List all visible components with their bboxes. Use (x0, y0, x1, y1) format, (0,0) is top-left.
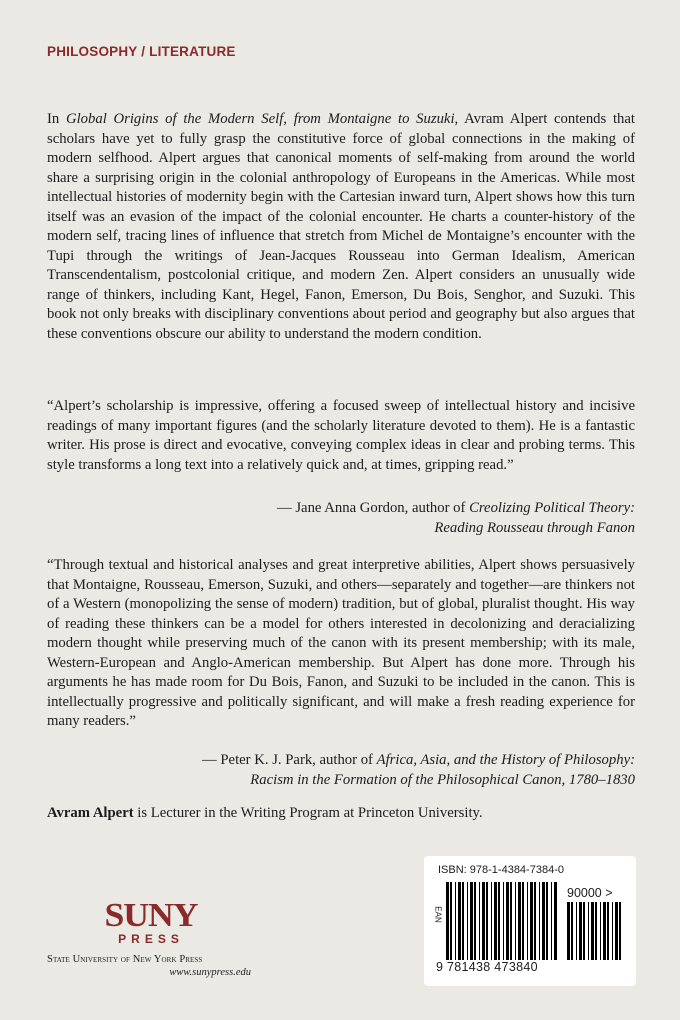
barcode-bar (518, 882, 521, 960)
barcode-bar (554, 882, 557, 960)
barcode-bar (458, 882, 461, 960)
barcode-bar (603, 902, 606, 960)
barcode-bar (491, 882, 492, 960)
barcode-bar (455, 882, 456, 960)
barcode-bar (506, 882, 509, 960)
author-bio (47, 805, 483, 822)
barcode-bar (612, 902, 613, 960)
suny-logo-text: SUNY (104, 897, 198, 934)
barcode-bar (474, 882, 476, 960)
barcode-bar (588, 902, 589, 960)
attribution-1-work-line2: Reading Rousseau through Fanon (434, 519, 635, 536)
description-body: , Avram Alpert contends that scholars have yet to fully grasp the constitutive force of global connections in the making of modern selfhood. Alpert argues that canonical moments of self-making from around the world share a surprising origin in the colonial anthropology of Europeans in the Americas. While most intellectual histories of modernity begin with the Cartesian inward turn, Alpert shows how this turn itself was an evasion of the impact of the colonial encounter. He charts a counter-history of the modern self, tracing lines of influence that stretch from Michel de Montaigne’s encounter with the Tupi through the writings of Jean-Jacques Rousseau into German Idealism, American Transcendentalism, postcolonial critique, and modern Zen. Alpert considers an unusually wide range of thinkers, including Kant, Hegel, Fanon, Emerson, Du Bois, Senghor, and Suzuki. This book not only breaks with disciplinary conventions about period and geography but also argues that these conventions obscure our ability to understand the modern condition. (47, 111, 635, 342)
press-logo-text: PRESS (118, 932, 184, 946)
publisher-url: www.sunypress.edu (169, 967, 251, 978)
publisher-name: State University of New York Press (47, 954, 203, 965)
attribution-2-work-line2: Racism in the Formation of the Philosophical Canon, 1780–1830 (250, 771, 635, 788)
attribution-1-work-line1: Creolizing Political Theory: (469, 500, 635, 516)
barcode-bar (498, 882, 500, 960)
book-title: Global Origins of the Modern Self, from Montaigne to Suzuki (65, 111, 455, 127)
barcode-bar (571, 902, 573, 960)
attribution-1-prefix: — Jane Anna Gordon, author of (276, 500, 470, 516)
category-label: PHILOSOPHY / LITERATURE (47, 44, 236, 59)
ean-label: EAN (433, 906, 443, 923)
barcode-bar (522, 882, 524, 960)
barcode-bar (462, 882, 464, 960)
barcode-bar (510, 882, 512, 960)
author-name: Avram Alpert (47, 805, 134, 821)
addon-digits: 90000 (567, 886, 602, 900)
description-intro: In (47, 111, 66, 127)
barcode-bar (470, 882, 473, 960)
endorsement-attribution-1 (115, 499, 635, 538)
addon-mark: > (605, 886, 613, 900)
barcode-bar (583, 902, 585, 960)
barcode-bar (595, 902, 597, 960)
publisher-logo (47, 897, 257, 978)
book-description (47, 110, 635, 344)
barcode-bar (482, 882, 485, 960)
barcode-bar (486, 882, 488, 960)
barcode-bar (527, 882, 528, 960)
barcode-bar (576, 902, 577, 960)
attribution-2-prefix: — Peter K. J. Park, author of (202, 752, 377, 768)
barcode-bar (450, 882, 452, 960)
barcode-bar (494, 882, 497, 960)
barcode-bar (479, 882, 480, 960)
endorsement-attribution-2 (75, 751, 635, 790)
barcode-bar (534, 882, 536, 960)
barcode-bar (551, 882, 552, 960)
barcode-bar (591, 902, 594, 960)
endorsement-quote-1: “Alpert’s scholarship is impressive, offering a focused sweep of intellectual history and incisive readings of many important figures (and the scholarly literature devoted to them). He is a fantastic writer. His prose is direct and evocative, conveying complex ideas in clear and probing terms. This style transforms a long text into a relatively quick and, at times, gripping read.” (47, 398, 635, 473)
addon-code (567, 886, 613, 900)
barcode-bar (579, 902, 582, 960)
ean-digits: 9 781438 473840 (436, 960, 538, 974)
barcode-panel (424, 856, 636, 986)
barcode-bar (515, 882, 516, 960)
barcode-bar (567, 902, 570, 960)
barcode-bar (542, 882, 545, 960)
barcode-bar (446, 882, 449, 960)
barcode-bar (530, 882, 533, 960)
attribution-2-work-line1: Africa, Asia, and the History of Philosophy: (376, 752, 635, 768)
author-bio-text: is Lecturer in the Writing Program at Princeton University. (133, 805, 483, 821)
endorsement-quote-2: “Through textual and historical analyses and great interpretive abilities, Alpert shows persuasively that Montaigne, Rousseau, Emerson, Suzuki, and others—separately and together—are thinkers not of a Western (monopolizing the sense of modern) tradition, but of global, pluralist thought. His way of reading these thinkers can be a model for others interested in decolonizing and deracializing modern thought while preserving much of the canon with its present membership; with its male, Western-European and Anglo-American membership. But Alpert has done more. Through his arguments he has made room for Du Bois, Fanon, and Suzuki to be included in the canon. This is intellectually progressive and politically significant, and will make a fresh reading experience for many readers.” (47, 557, 635, 729)
barcode-bar (546, 882, 548, 960)
barcode-bar (539, 882, 540, 960)
isbn-text: ISBN: 978-1-4384-7384-0 (438, 864, 564, 876)
barcode-bar (619, 902, 621, 960)
barcode-bar (607, 902, 609, 960)
barcode-bar (600, 902, 601, 960)
barcode-bar (615, 902, 618, 960)
barcode-bar (503, 882, 504, 960)
barcode-bar (467, 882, 468, 960)
